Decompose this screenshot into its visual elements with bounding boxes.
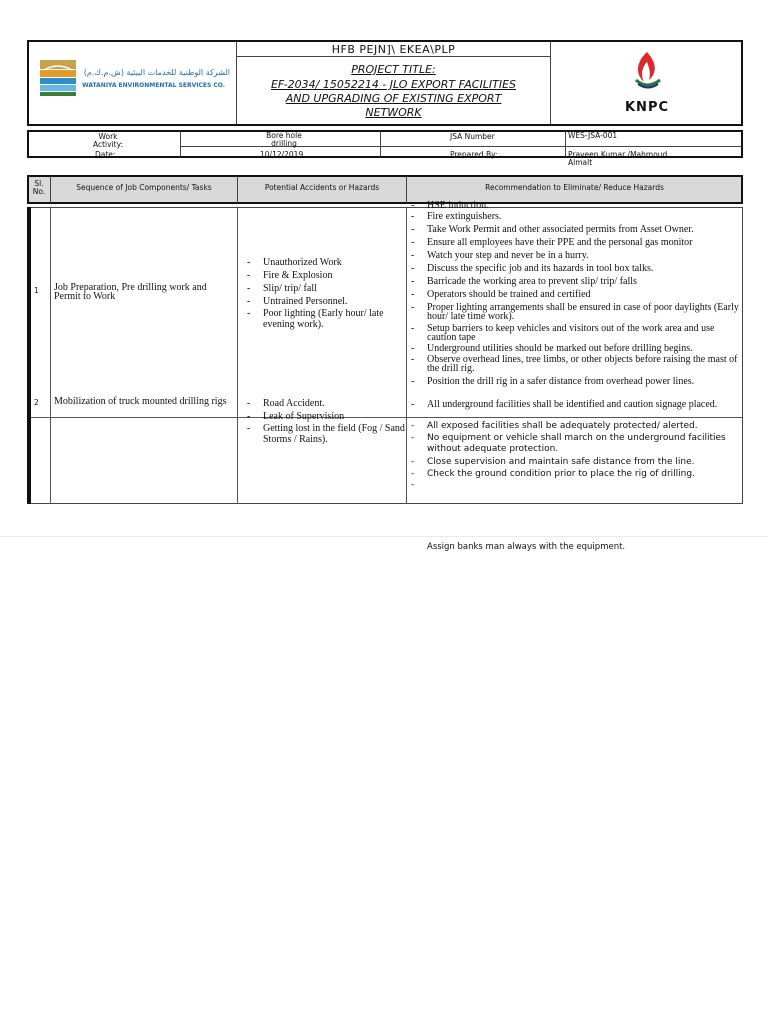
recommendation-item: - Barricade the working area to prevent slip/ trip/ falls: [407, 277, 741, 286]
project-title-line3: NETWORK: [365, 106, 422, 119]
company-name-english: WATANIYA ENVIRONMENTAL SERVICES CO.: [82, 82, 226, 89]
recommendation-item: - Proper lighting arrangements shall be ensured in case of poor daylights (Early hour/ late time work).: [407, 303, 741, 321]
project-title-line2: AND UPGRADING OF EXISTING EXPORT: [285, 92, 502, 105]
info-divider-3: [565, 131, 566, 157]
row2-recommendation-serif: [407, 400, 741, 410]
row1-task: Job Preparation, Pre drilling work and Permit to Work: [54, 282, 207, 302]
recommendation-item: - Underground utilities should be marked out before drilling begins.: [407, 344, 741, 353]
date-label: Date:: [95, 150, 116, 159]
recommendation-item: - Fire extinguishers.: [407, 212, 741, 221]
tb-divider-2: [237, 207, 238, 504]
page-shadow-line: [0, 536, 768, 537]
wataniya-logo: [38, 58, 78, 98]
recommendation-item: - Watch your step and never be in a hurry.: [407, 251, 741, 260]
jsa-number-label: JSA Number: [450, 132, 495, 141]
info-divider-1: [180, 131, 181, 157]
th-recommendation: Recommendation to Eliminate/ Reduce Hazards: [485, 183, 664, 192]
prepared-by-value: Praveen Kumar /Mahmoud Almalt: [568, 150, 668, 167]
recommendation-item: - All underground facilities shall be identified and caution signage placed.: [407, 400, 741, 410]
th-sl-no: Sl. No.: [32, 179, 46, 196]
recommendation-item: [407, 480, 741, 491]
work-activity-label: Work Activity:: [92, 132, 124, 149]
header-title-divider: [237, 56, 550, 57]
row1-hazards-list: [243, 256, 405, 330]
hazard-item: - Getting lost in the field (Fog / Sand Storms / Rains).: [243, 423, 405, 445]
company-name-arabic: الشركة الوطنية للخدمات البيئية (ش.م.ك.م): [83, 68, 230, 77]
hazard-item: - Poor lighting (Early hour/ late evening work).: [243, 308, 405, 330]
table-left-bar: [27, 207, 31, 504]
row1-sl: 1: [34, 286, 39, 295]
recommendation-item: - All exposed facilities shall be adequately protected/ alerted.: [407, 421, 741, 432]
recommendation-item: - Check the ground condition prior to place the rig of drilling.: [407, 469, 741, 480]
recommendation-item: - Position the drill rig in a safer distance from overhead power lines.: [407, 377, 741, 386]
recommendation-item: - Operators should be trained and certified: [407, 290, 741, 299]
hazard-item: - Road Accident.: [243, 398, 405, 409]
hazard-item: - Slip/ trip/ fall: [243, 282, 405, 295]
header-scrambled-line: HFB PEJN]\ EKEA\PLP: [331, 43, 456, 56]
recommendation-item: - HSE induction.: [407, 201, 741, 210]
work-activity-value: Bore hole drilling: [266, 131, 302, 148]
hazard-item: - Leak of Supervision: [243, 411, 405, 422]
footer-note: Assign banks man always with the equipment.: [427, 542, 626, 552]
row2-sl: 2: [34, 398, 39, 407]
knpc-logo: [622, 50, 672, 92]
jsa-number-value: WES-JSA-001: [568, 131, 618, 140]
recommendations-list: [407, 201, 741, 386]
recommendation-item: - Discuss the specific job and its hazards in tool box talks.: [407, 264, 741, 273]
recommendation-item: - Setup barriers to keep vehicles and visitors out of the work area and use caution tape: [407, 324, 741, 342]
recommendation-item: - Take Work Permit and other associated permits from Asset Owner.: [407, 225, 741, 234]
prepared-by-label: Prepared By:: [450, 150, 498, 159]
recommendation-item: - Observe overhead lines, tree limbs, or other objects before raising the mast of the drill rig.: [407, 355, 741, 373]
tb-divider-1: [50, 207, 51, 504]
recommendation-item: - Ensure all employees have their PPE and the personal gas monitor: [407, 238, 741, 247]
recommendation-item: - Close supervision and maintain safe distance from the line.: [407, 457, 741, 468]
hazard-item: - Fire & Explosion: [243, 269, 405, 282]
info-divider-2: [380, 131, 381, 157]
hazard-item: - Untrained Personnel.: [243, 295, 405, 308]
recommendation-item: - No equipment or vehicle shall march on the underground facilities without adequate protection.: [407, 433, 741, 455]
row2-task: Mobilization of truck mounted drilling rigs: [54, 396, 227, 407]
th-hazards: Potential Accidents or Hazards: [264, 183, 380, 192]
th-sequence: Sequence of Job Components/ Tasks: [76, 183, 212, 192]
row2-hazards-list: [243, 398, 405, 445]
project-title-label: PROJECT TITLE:: [351, 63, 436, 76]
project-title-line1: EF-2034/ 15052214 - JLO EXPORT FACILITIES: [270, 78, 517, 91]
date-value: 10/12/2019: [260, 150, 304, 159]
hazard-item: - Unauthorized Work: [243, 256, 405, 269]
knpc-logo-text: KNPC: [624, 100, 670, 115]
row2-recommendations-list: [407, 421, 741, 491]
